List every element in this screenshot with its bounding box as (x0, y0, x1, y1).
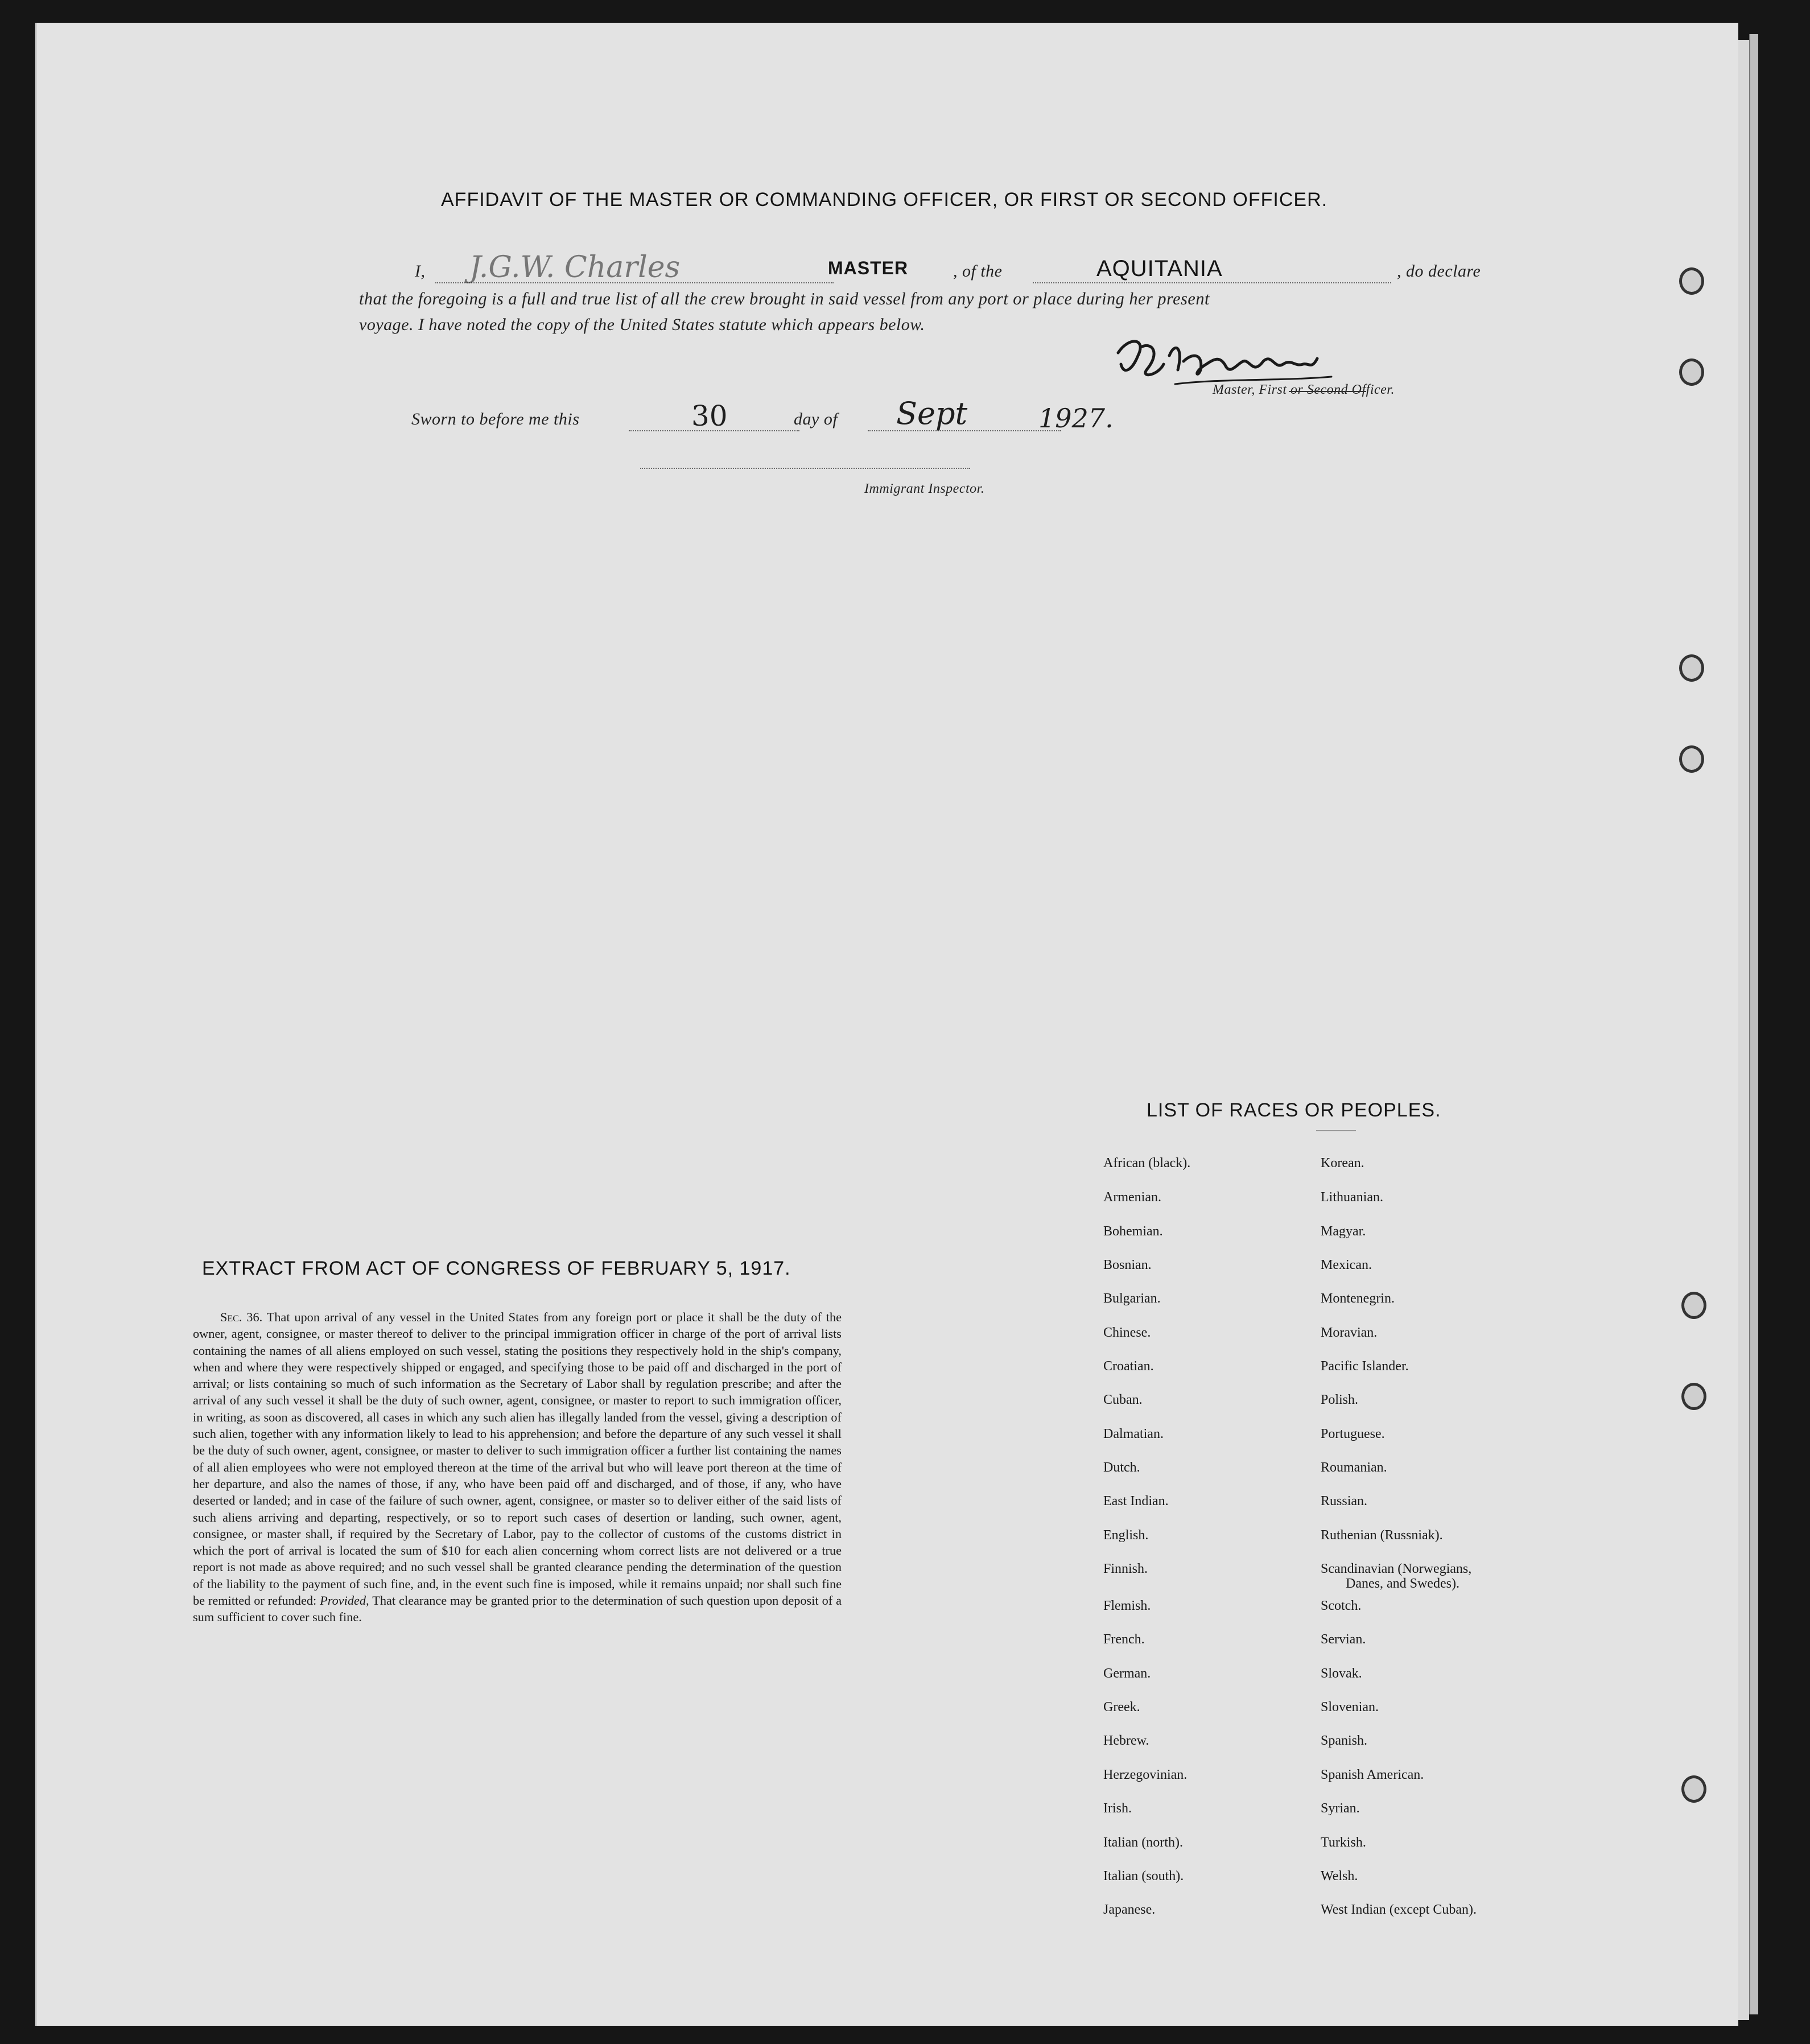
races-title-rule (1316, 1130, 1356, 1131)
inspector-signature-rule (640, 468, 970, 469)
punch-hole-icon (1679, 654, 1704, 682)
race-item: African (black). (1103, 1156, 1191, 1171)
race-item: Finnish. (1103, 1561, 1148, 1576)
race-item: Lithuanian. (1321, 1190, 1383, 1205)
race-item: Cuban. (1103, 1392, 1143, 1407)
punch-hole-icon (1679, 267, 1704, 295)
signer-name-handwritten: J.G.W. Charles (469, 250, 681, 285)
race-item: Hebrew. (1103, 1733, 1149, 1748)
race-item: Dutch. (1103, 1460, 1140, 1475)
race-item: Chinese. (1103, 1325, 1151, 1340)
sworn-day: 30 (691, 399, 728, 432)
race-item: West Indian (except Cuban). (1321, 1902, 1477, 1917)
sworn-year: 1927. (1038, 403, 1114, 434)
vessel-name: AQUITANIA (1096, 256, 1223, 281)
extract-title: EXTRACT FROM ACT OF CONGRESS OF FEBRUARY 5, 1917. (202, 1258, 791, 1279)
affidavit-line-3: voyage. I have noted the copy of the United States statute which appears below. (359, 315, 925, 334)
race-item: Mexican. (1321, 1258, 1372, 1272)
race-item: German. (1103, 1666, 1151, 1681)
race-item: Greek. (1103, 1700, 1140, 1715)
race-item: East Indian. (1103, 1494, 1169, 1509)
race-item: Moravian. (1321, 1325, 1378, 1340)
vessel-rule (1033, 282, 1391, 283)
affidavit-title: AFFIDAVIT OF THE MASTER OR COMMANDING OFFICER, OR FIRST OR SECOND OFFICER. (441, 189, 1328, 211)
race-item: Slovak. (1321, 1666, 1362, 1681)
race-item: Ruthenian (Russniak). (1321, 1528, 1443, 1543)
officer-strikethrough (1289, 391, 1366, 392)
race-item: Spanish. (1321, 1733, 1368, 1748)
signature-caption: Master, First or Second Officer. (1213, 382, 1395, 397)
punch-hole-icon (1681, 1775, 1706, 1803)
punch-hole-icon (1681, 1383, 1706, 1410)
punch-hole-icon (1679, 745, 1704, 773)
sworn-label: Sworn to before me this (411, 410, 580, 428)
race-item: Servian. (1321, 1632, 1366, 1647)
statute-section-label: Sec. 36. (220, 1310, 263, 1324)
race-item: Flemish. (1103, 1598, 1151, 1613)
page-edge-back (1749, 34, 1758, 2014)
race-item: Slovenian. (1321, 1700, 1379, 1715)
race-item: Herzegovinian. (1103, 1767, 1188, 1782)
statute-body-1: That upon arrival of any vessel in the United States from any foreign port or place it shall be the duty of the owner, agent, consignee, or master thereof to deliver to the principal immigration officer in charge of the port of arrival lists containing the names of all aliens employed on such vessel, stating the positions they respectively hold in the ship's company, when and where they were respectively shipped or engaged, and specifying those to be paid off and discharged in the port of arrival; or lists containing so much of such information as the Secretary of Labor shall by regulation prescribe; and after the arrival of any such vessel it shall be the duty of such owner, agent, consignee, or master to report to such immigration officer, in writing, as soon as discovered, all cases in which any such alien has illegally landed from the vessel, giving a description of such alien, together with any information likely to lead to his apprehension; and before the departure of any such vessel it shall be the duty of such owner, agent, consignee, or master to deliver to such immigration officer a further list containing the names of all alien employees who were not employed thereon at the time of the arrival but who will leave port thereon at the time of her departure, and also the names of those, if any, who have been paid off and discharged, and of those, if any, who have deserted or landed; and in case of the failure of such owner, agent, consignee, or master so to deliver either of the said lists of such aliens arriving and departing, respectively, or so to report such cases of desertion or landing, such owner, agent, consignee, or master shall, if required by the Secretary of Labor, pay to the collector of customs of the customs district in which the port of arrival is located the sum of $10 for each alien concerning whom correct lists are not delivered or a true report is not made as above required; and no such vessel shall be granted clearance pending the determination of the question of the liability to the payment of such fine, and, in the event such fine is imposed, while it remains unpaid; nor shall such fine be remitted or refunded: (193, 1310, 842, 1608)
race-item: Roumanian. (1321, 1460, 1387, 1475)
affidavit-intro: I, (415, 262, 426, 281)
day-of-label: day of (794, 410, 838, 428)
race-item: Italian (south). (1103, 1869, 1184, 1884)
race-item: Italian (north). (1103, 1835, 1183, 1850)
statute-provided: Provided, (320, 1593, 369, 1608)
punch-hole-icon (1679, 358, 1704, 386)
do-declare-label: , do declare (1397, 262, 1481, 281)
race-item: Japanese. (1103, 1902, 1156, 1917)
race-item: Bohemian. (1103, 1224, 1163, 1239)
punch-hole-icon (1681, 1292, 1706, 1319)
inspector-caption: Immigrant Inspector. (864, 481, 985, 496)
race-item: Bosnian. (1103, 1258, 1152, 1272)
statute-text (193, 1309, 842, 1626)
race-item: Spanish American. (1321, 1767, 1424, 1782)
race-item: Syrian. (1321, 1801, 1360, 1816)
race-item: Armenian. (1103, 1190, 1161, 1205)
race-item: Irish. (1103, 1801, 1132, 1816)
race-item: Pacific Islander. (1321, 1359, 1409, 1374)
rank-label: MASTER (828, 258, 909, 278)
race-item: Dalmatian. (1103, 1427, 1164, 1441)
races-title: LIST OF RACES OR PEOPLES. (1147, 1099, 1441, 1121)
race-item: Croatian. (1103, 1359, 1154, 1374)
race-item: Russian. (1321, 1494, 1368, 1509)
affidavit-line-2: that the foregoing is a full and true list of all the crew brought in said vessel from any port or place during her present (359, 289, 1210, 308)
race-item: Montenegrin. (1321, 1291, 1395, 1306)
race-item: Bulgarian. (1103, 1291, 1161, 1306)
race-item: Welsh. (1321, 1869, 1358, 1884)
race-item: Danes, and Swedes). (1346, 1576, 1459, 1591)
race-item: Magyar. (1321, 1224, 1366, 1239)
race-item: Korean. (1321, 1156, 1364, 1171)
race-item: Polish. (1321, 1392, 1359, 1407)
of-the-label: , of the (953, 262, 1003, 281)
race-item: French. (1103, 1632, 1145, 1647)
sworn-month: Sept (896, 395, 968, 431)
race-item: Turkish. (1321, 1835, 1366, 1850)
race-item: Portuguese. (1321, 1427, 1385, 1441)
document-page (35, 23, 1738, 2026)
race-item: Scandinavian (Norwegians, (1321, 1561, 1472, 1576)
race-item: Scotch. (1321, 1598, 1362, 1613)
statute-body-2: That clearance may be granted prior to the determination of such question upon deposit of a sum sufficient to cover such fine. (193, 1593, 842, 1625)
race-item: English. (1103, 1528, 1149, 1543)
